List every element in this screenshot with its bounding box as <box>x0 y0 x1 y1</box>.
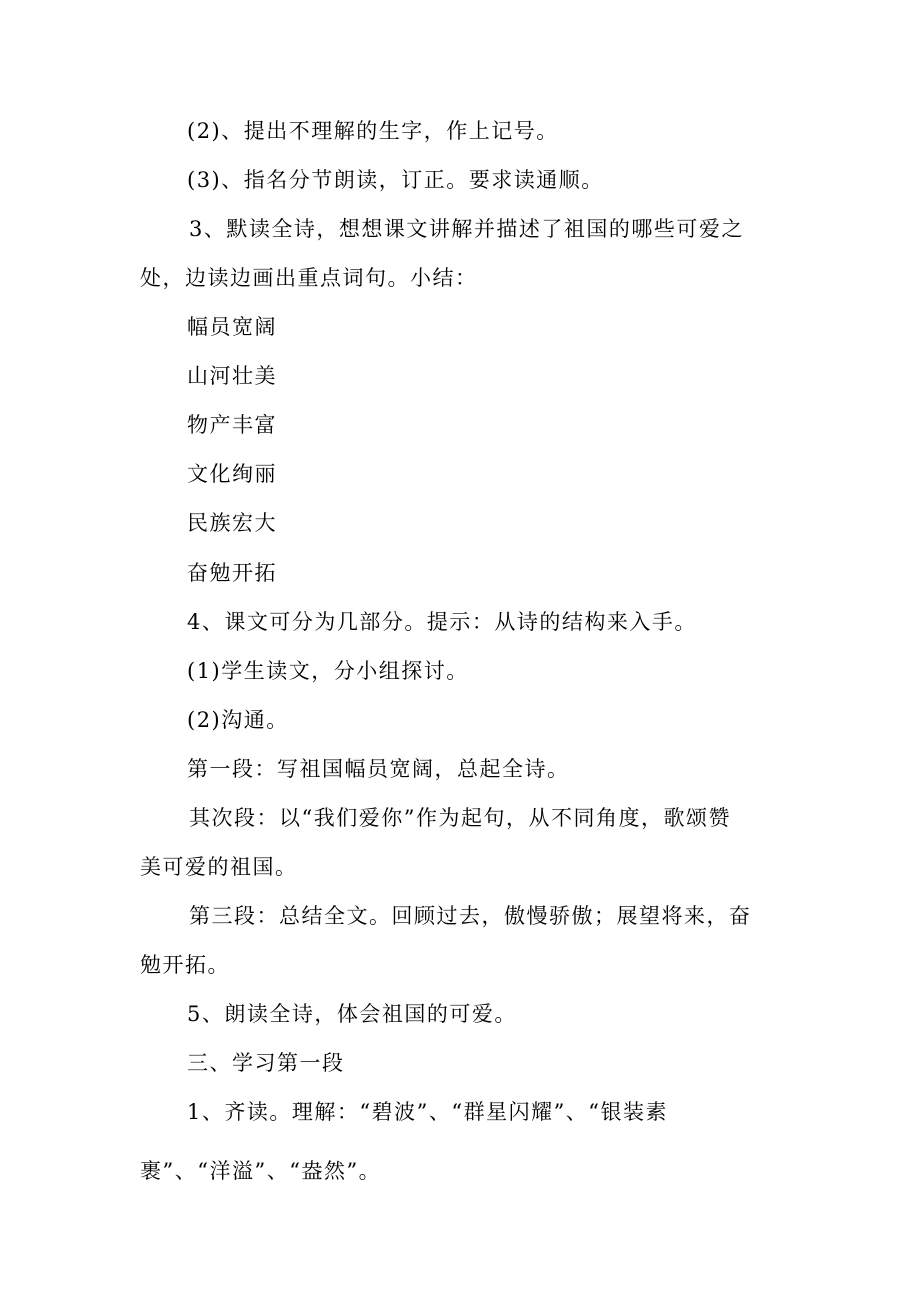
text-line-15: 其次段：以“我们爱你”作为起句，从不同角度，歌颂赞 <box>189 806 731 830</box>
text-line-3: 3、默读全诗，想想课文讲解并描述了祖国的哪些可爱之 <box>189 217 744 241</box>
text-line-13: (2)沟通。 <box>187 708 289 732</box>
text-line-21: 1、齐读。理解：“碧波”、“群星闪耀”、“银装素 <box>187 1100 669 1124</box>
text-line-8: 文化绚丽 <box>187 462 277 486</box>
text-line-10: 奋勉开拓 <box>187 561 277 585</box>
text-line-7: 物产丰富 <box>187 413 277 437</box>
text-line-19: 5、朗读全诗，体会祖国的可爱。 <box>187 1002 517 1026</box>
text-line-2: (3)、指名分节朗读，订正。要求读通顺。 <box>187 168 604 192</box>
text-line-18: 勉开拓。 <box>140 953 230 977</box>
text-line-22: 裹”、“洋溢”、“盎然”。 <box>140 1159 382 1183</box>
text-line-17: 第三段：总结全文。回顾过去，傲慢骄傲；展望将来，奋 <box>189 904 752 928</box>
text-line-4: 处，边读边画出重点词句。小结： <box>140 266 478 290</box>
text-line-1: (2)、提出不理解的生字，作上记号。 <box>187 119 559 143</box>
text-line-9: 民族宏大 <box>187 511 277 535</box>
text-line-20: 三、学习第一段 <box>187 1051 345 1075</box>
text-line-14: 第一段：写祖国幅员宽阔，总起全诗。 <box>187 757 570 781</box>
text-line-12: (1)学生读文，分小组探讨。 <box>187 659 469 683</box>
text-line-5: 幅员宽阔 <box>187 315 277 339</box>
text-line-16: 美可爱的祖国。 <box>140 855 298 879</box>
text-line-6: 山河壮美 <box>187 364 277 388</box>
text-line-11: 4、课文可分为几部分。提示：从诗的结构来入手。 <box>187 610 697 634</box>
